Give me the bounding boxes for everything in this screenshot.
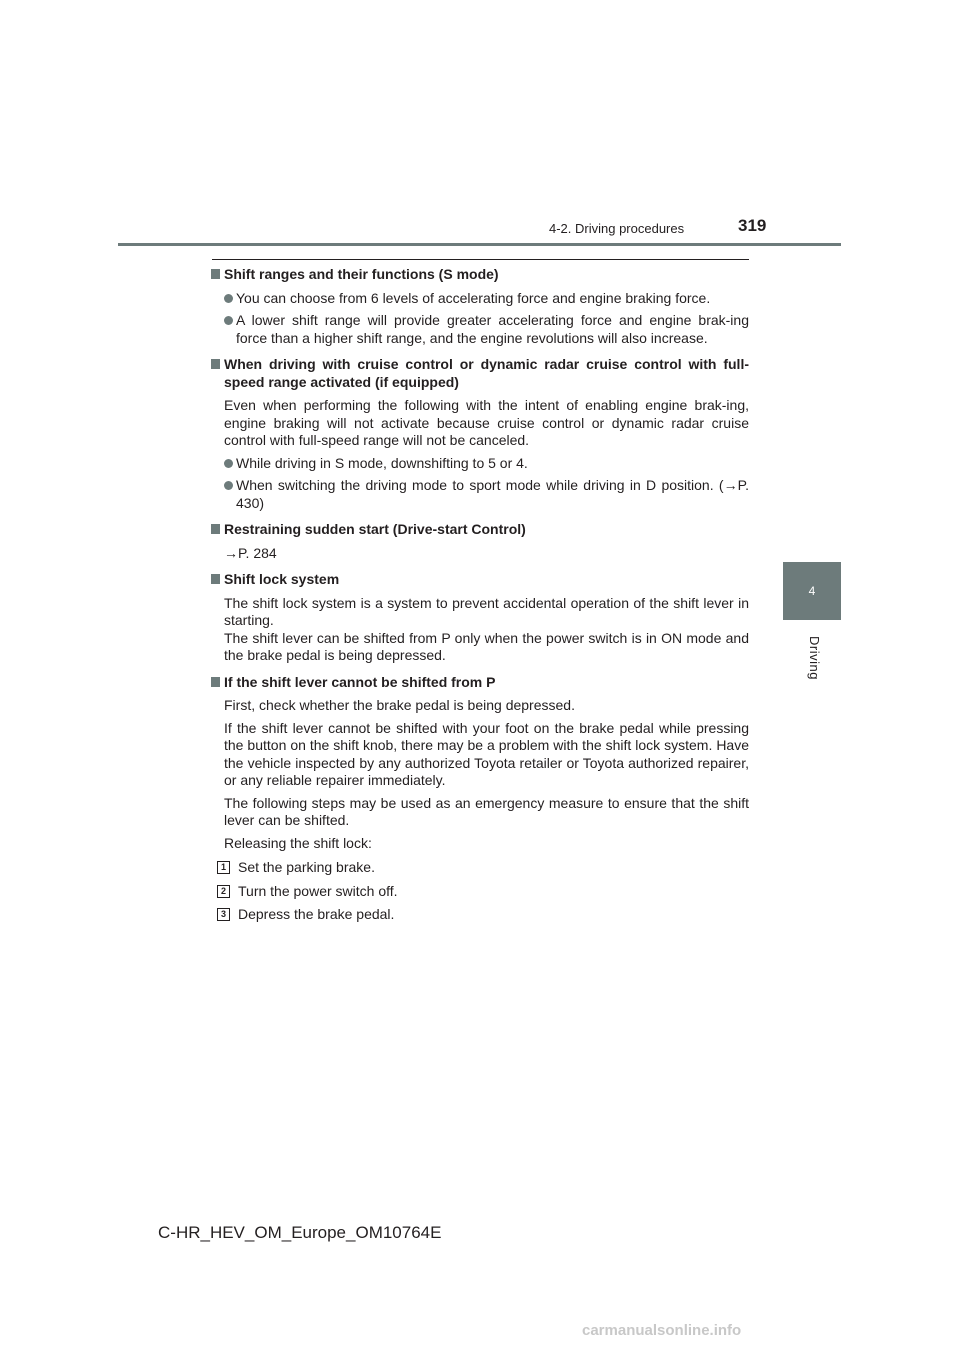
- section-title: [211, 571, 749, 589]
- section-drive-start-control: [211, 521, 749, 562]
- main-content: [211, 266, 749, 930]
- section-shift-lock-system: [211, 571, 749, 665]
- bullet-text: You can choose from 6 levels of accelerating force and engine braking force.: [236, 289, 711, 306]
- section-title-text: If the shift lever cannot be shifted from P: [224, 673, 496, 690]
- paragraph: First, check whether the brake pedal is being depressed.: [224, 697, 575, 713]
- step-text: Turn the power switch off.: [238, 882, 398, 899]
- section-title: [211, 521, 749, 539]
- paragraph: The following steps may be used as an emergency measure to ensure that the shift lever can be shifted.: [224, 794, 749, 828]
- step-item: [211, 883, 749, 901]
- circle-bullet-icon: [224, 459, 233, 468]
- paragraph: Releasing the shift lock:: [224, 834, 372, 851]
- square-bullet-icon: [211, 574, 220, 584]
- step-item: [211, 859, 749, 877]
- step-number-badge: 3: [217, 908, 230, 921]
- circle-bullet-icon: [224, 481, 233, 490]
- square-bullet-icon: [211, 269, 220, 279]
- section-title: [211, 356, 749, 391]
- section-shift-ranges: [211, 266, 749, 347]
- section-title-text: Restraining sudden start (Drive-start Control): [224, 521, 526, 537]
- paragraph: If the shift lever cannot be shifted with your foot on the brake pedal while pressing the button on the shift knob, there may be a problem with the shift lock system. Have the vehicle inspected by any authorized Toyota retailer or Toyota authorized repairer, or any reliable repairer immediately.: [224, 719, 749, 788]
- footer-document-code: C-HR_HEV_OM_Europe_OM10764E: [158, 1223, 442, 1242]
- bullet-text: While driving in S mode, downshifting to 5 or 4.: [236, 454, 528, 471]
- section-title-text: Shift ranges and their functions (S mode): [224, 266, 499, 282]
- section-shift-lever-stuck: [211, 674, 749, 924]
- circle-bullet-icon: [224, 294, 233, 303]
- paragraph: Even when performing the following with the intent of enabling engine brak-ing, engine braking will not activate because cruise control or dynamic radar cruise control with full-speed range will not be canceled.: [224, 397, 749, 448]
- square-bullet-icon: [211, 524, 220, 534]
- paragraph: The shift lever can be shifted from P only when the power switch is in ON mode and the brake pedal is being depressed.: [224, 629, 749, 663]
- bullet-text: A lower shift range will provide greater accelerating force and engine brak-ing force than a higher shift range, and the engine revolutions will also increase.: [236, 312, 749, 346]
- section-title-text: Shift lock system: [224, 571, 340, 587]
- content-divider: [212, 259, 749, 260]
- page-number: 319: [738, 216, 767, 235]
- section-title: [211, 674, 749, 692]
- step-number-badge: 1: [217, 861, 230, 874]
- bullet-text: When switching the driving mode to sport mode while driving in D position. (→P. 430): [236, 477, 749, 511]
- circle-bullet-icon: [224, 316, 233, 325]
- step-item: [211, 906, 749, 924]
- section-title-text: When driving with cruise control or dynamic radar cruise control with full-speed range activated (if equipped): [224, 356, 749, 390]
- bullet-item: [211, 290, 749, 308]
- step-text: Depress the brake pedal.: [238, 906, 395, 922]
- bullet-item: [211, 312, 749, 347]
- section-title: [211, 266, 749, 284]
- chapter-tab: [783, 562, 841, 620]
- step-text: Set the parking brake.: [238, 859, 375, 875]
- square-bullet-icon: [211, 359, 220, 369]
- square-bullet-icon: [211, 677, 220, 687]
- page-reference: →P. 284: [224, 544, 277, 561]
- header-divider: [118, 243, 841, 246]
- header-section-title: 4-2. Driving procedures: [549, 221, 685, 236]
- paragraph: The shift lock system is a system to prevent accidental operation of the shift lever in starting.: [224, 594, 749, 628]
- section-cruise-control: [211, 356, 749, 512]
- bullet-item: [211, 477, 749, 512]
- chapter-tab-label: Driving: [807, 636, 822, 680]
- chapter-tab-number: 4: [808, 584, 816, 598]
- bullet-item: [211, 455, 749, 473]
- step-number-badge: 2: [217, 885, 230, 898]
- watermark: carmanualsonline.info: [582, 1322, 742, 1339]
